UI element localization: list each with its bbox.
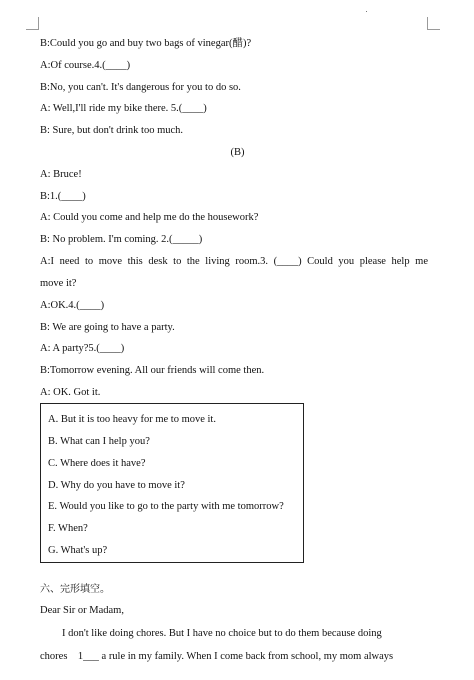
dialogue-a-line-2: A:Of course.4.(____): [40, 60, 131, 71]
dialogue-b-line-10: B:Tomorrow evening. All our friends will come then.: [40, 365, 265, 376]
dialogue-a-line-5: B: Sure, but don't drink too much.: [40, 125, 184, 136]
dialogue-b-line-3: A: Could you come and help me do the housework?: [40, 212, 259, 223]
letter-line-2: chores 1___ a rule in my family. When I come back from school, my mom always: [40, 651, 394, 662]
option-d: D. Why do you have to move it?: [48, 480, 185, 491]
page-corner-mark-right: [427, 17, 440, 30]
dialogue-a-line-4: A: Well,I'll ride my bike there. 5.(____): [40, 103, 207, 114]
option-c: C. Where does it have?: [48, 458, 146, 469]
dialogue-b-line-9: A: A party?5.(____): [40, 343, 125, 354]
dialogue-b-line-8: B: We are going to have a party.: [40, 322, 175, 333]
page-corner-mark-left: [26, 17, 39, 30]
dialogue-b-line-11: A: OK. Got it.: [40, 387, 101, 398]
dialogue-b-line-4: B: No problem. I'm coming. 2.(_____): [40, 234, 203, 245]
letter-greeting: Dear Sir or Madam,: [40, 605, 124, 616]
dialogue-b-line-7: A:OK.4.(____): [40, 300, 105, 311]
page-dot-mark: [366, 11, 367, 12]
options-box: [40, 403, 304, 563]
dialogue-b-line-6: move it?: [40, 278, 77, 289]
letter-line-1: I don't like doing chores. But I have no choice but to do them because doing: [62, 628, 382, 639]
section-6-heading: 六、完形填空。: [40, 584, 110, 595]
option-a: A. But it is too heavy for me to move it.: [48, 414, 216, 425]
dialogue-a-line-3: B:No, you can't. It's dangerous for you to do so.: [40, 82, 241, 93]
dialogue-b-line-2: B:1.(____): [40, 191, 86, 202]
option-g: G. What's up?: [48, 545, 108, 556]
option-f: F. When?: [48, 523, 88, 534]
option-b: B. What can I help you?: [48, 436, 150, 447]
dialogue-a-line-1: B:Could you go and buy two bags of vinegar(醋)?: [40, 38, 252, 49]
option-e: E. Would you like to go to the party with me tomorrow?: [48, 501, 284, 512]
dialogue-b-line-5: A:I need to move this desk to the living room.3. (____) Could you please help me: [40, 256, 428, 267]
dialogue-b-line-1: A: Bruce!: [40, 169, 82, 180]
section-b-label: (B): [230, 147, 245, 158]
